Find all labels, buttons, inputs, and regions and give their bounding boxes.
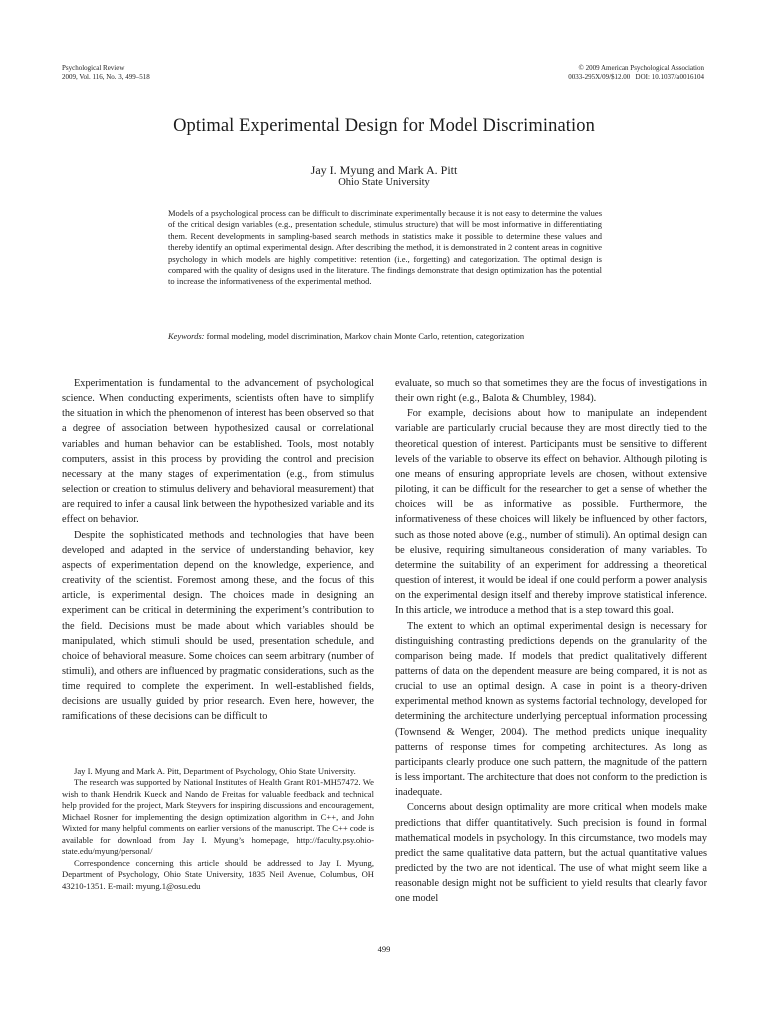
- running-header-left: [62, 64, 150, 81]
- journal-name: Psychological Review: [62, 64, 125, 72]
- keywords-label: Keywords:: [168, 331, 205, 341]
- author-affiliation: Ohio State University: [338, 177, 430, 188]
- volume-info: 2009, Vol. 116, No. 3, 499–518: [62, 72, 150, 81]
- copyright-line: © 2009 American Psychological Association: [578, 64, 704, 72]
- body-column-right: [395, 376, 707, 906]
- body-paragraph: Experimentation is fundamental to the advancement of psychological science. When conducting experiments, scientists often have to simplify the situation in which the phenomenon of interest has been observed so that a degree of association between hypothesized causal or correlational variables and human behavior can be established. Tools, most notably computers, assist in this process by providing the control and precision necessary at the many stages of experimentation (e.g., from stimulus selection or creation to stimulus delivery and behavioral measurement) that are required to infer a causal link between the hypothesized variable and its effect on behavior.: [62, 378, 374, 526]
- article-title: Optimal Experimental Design for Model Discrimination: [173, 116, 595, 136]
- running-header-right: [568, 64, 704, 81]
- footnote: The research was supported by National Institutes of Health Grant R01-MH57472. We wish to thank Hendrik Kueck and Nando de Freitas for valuable feedback and technical help provided for the project, Mark Steyvers for inspiring discussions and encouragement, Michael Rosner for implementing the design optimization algorithm in C++, and John Wixted for many helpful comments on earlier versions of the manuscript. The C++ code is available for download from Jay I. Myung’s homepage, http://faculty.psy.ohio-state.edu/myung/personal/: [62, 777, 374, 857]
- body-paragraph-continued: evaluate, so much so that sometimes they are the focus of investigations in their own right (e.g., Balota & Chumbley, 1984).: [395, 378, 707, 405]
- body-paragraph: Despite the sophisticated methods and technologies that have been developed and adapted in the service of understanding behavior, key aspects of experimentation depend on the knowledge, experience, and creativity of the scientist. Foremost among these, and the focus of this article, is experimental design. The choices made in designing an experiment can be critical in determining the experiment’s contribution to the field. Decisions must be made about which variables should be manipulated, which stimuli should be used, presentation schedule, and choice of behavioral measure. Some choices can seem arbitrary (number of stimuli), and others are influenced by pragmatic considerations, such as the time required to complete the experiment. In well-established fields, decisions are usually guided by prior research. Even here, however, the ramifications of these decisions can be difficult to: [62, 529, 374, 723]
- author-names: Jay I. Myung and Mark A. Pitt: [310, 163, 458, 177]
- footnote: Jay I. Myung and Mark A. Pitt, Department of Psychology, Ohio State University.: [74, 766, 356, 776]
- footnote: Correspondence concerning this article should be addressed to Jay I. Myung, Department of Psychology, Ohio State University, 1835 Neil Avenue, Columbus, OH 43210-1351. E-mail: myung.1@osu.edu: [62, 857, 374, 891]
- keywords-line: [168, 331, 602, 342]
- body-paragraph: Concerns about design optimality are more critical when models make predictions that differ quantitatively. Such precision is found in formal mathematical models in psychology. In this circumstance, two models may predict the same qualitative data pattern, but the actual quantitative values predicted by the two are not identical. The use of what might seem like a reasonable design might not be sufficient to yield results that clearly favor one model: [395, 802, 707, 905]
- keywords-list: formal modeling, model discrimination, Markov chain Monte Carlo, retention, categorization: [206, 331, 525, 341]
- doi-line: 0033-295X/09/$12.00 DOI: 10.1037/a0016104: [568, 72, 704, 81]
- abstract: Models of a psychological process can be difficult to discriminate experimentally because it is not easy to determine the values of the critical design variables (e.g., presentation schedule, stimulus structure) that will be most informative in differentiating them. Recent developments in sampling-based search methods in statistics make it possible to determine these values and thereby identify an optimal experimental design. After describing the method, it is demonstrated in 2 content areas in cognitive psychology in which models are highly competitive: retention (i.e., forgetting) and categorization. The optimal design is compared with the quality of designs used in the literature. The findings demonstrate that design optimization has the potential to increase the informativeness of the experimental method.: [168, 208, 602, 287]
- page-number: 499: [377, 944, 391, 954]
- body-paragraph: For example, decisions about how to manipulate an independent variable are particularly crucial because they are most directly tied to the theoretical question of interest. Participants must be sensitive to different levels of the variable to observe its effect on behavior. Although piloting is one means of ensuring appropriate levels are chosen, without extensive piloting, it can be difficult for the researcher to get a sense of whether the choices will be as informative as possible. Furthermore, the informativeness of these choices will likely be influenced by other factors, such as those noted above (e.g., number of stimuli). An optimal design can be elusive, requiring simultaneous consideration of many variables. To determine the suitability of an experiment for addressing a theoretical question of interest, it would be ideal if one could perform a power analysis on the experimental design itself and thereby improve statistical inference. In this article, we introduce a method that is a step toward this goal.: [395, 408, 707, 617]
- body-paragraph: The extent to which an optimal experimental design is necessary for distinguishing contrasting predictions depends on the granularity of the comparison being made. If models that predict qualitatively different patterns of data on the dependent measure are being compared, it is not as crucial to use an optimal design. A case in point is a theory-driven experimental method known as systems factorial technology, developed for determining the architecture underlying perceptual information processing (Townsend & Wenger, 2004). The method predicts unique inequality patterns of response times for competing architectures. As long as participants clearly produce one such pattern, the magnitude of the pattern is less important. The architecture that does not conform to the prediction is inadequate.: [395, 620, 707, 799]
- author-note-footnotes: [62, 766, 374, 892]
- body-column-left: [62, 376, 374, 725]
